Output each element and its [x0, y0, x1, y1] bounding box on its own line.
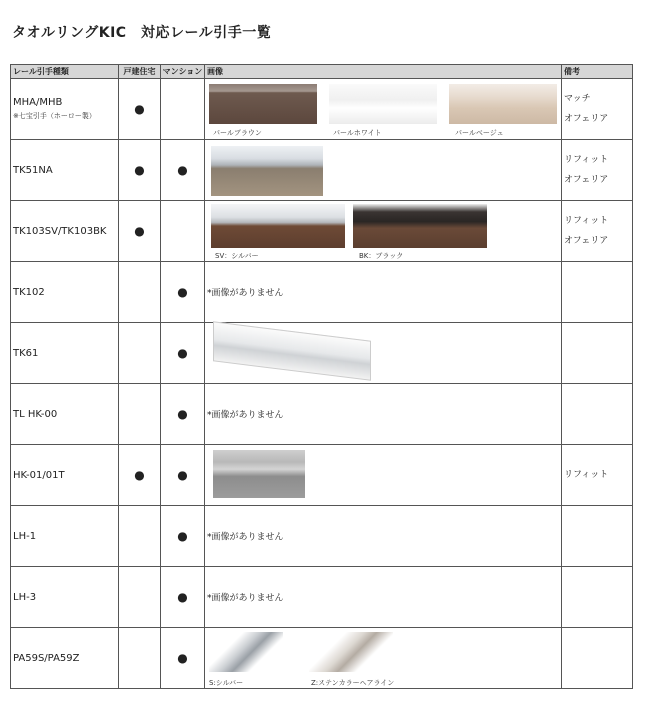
table-row — [11, 79, 633, 140]
no-image-text: *画像がありません — [207, 532, 284, 543]
table-header-row — [11, 65, 633, 79]
pearl-brown-photo — [209, 84, 317, 124]
mansion-mark — [161, 201, 205, 262]
note-line: リフィット — [564, 216, 609, 226]
row-name: TK103SV/TK103BK — [11, 201, 119, 262]
note-line: オフェリア — [564, 114, 609, 124]
header-image: 画像 — [205, 65, 562, 79]
caption: パールホワイト — [333, 129, 382, 137]
house-mark: ● — [119, 445, 161, 506]
note-cell — [562, 567, 633, 628]
house-mark — [119, 384, 161, 445]
mansion-mark: ● — [161, 384, 205, 445]
image-cell — [205, 323, 562, 384]
image-cell — [205, 262, 562, 323]
table-row — [11, 201, 633, 262]
mansion-mark: ● — [161, 628, 205, 689]
header-note: 備考 — [562, 65, 633, 79]
rail-handle-table — [10, 64, 633, 689]
row-name: HK-01/01T — [11, 445, 119, 506]
header-mansion: マンション — [161, 65, 205, 79]
row-name: LH-3 — [11, 567, 119, 628]
caption: BK：ブラック — [359, 252, 404, 260]
no-image-text: *画像がありません — [207, 410, 284, 421]
table-row — [11, 140, 633, 201]
house-mark — [119, 323, 161, 384]
image-cell — [205, 384, 562, 445]
table-row — [11, 323, 633, 384]
note-cell — [562, 323, 633, 384]
row-name-text: MHA/MHB — [13, 97, 63, 108]
note-line: オフェリア — [564, 236, 609, 246]
note-cell — [562, 79, 633, 140]
row-name: TL HK-00 — [11, 384, 119, 445]
image-cell — [205, 140, 562, 201]
table-row — [11, 567, 633, 628]
image-cell — [205, 201, 562, 262]
note-cell — [562, 201, 633, 262]
caption: パールベージュ — [455, 129, 504, 137]
caption: パールブラウン — [213, 129, 262, 137]
mansion-mark: ● — [161, 140, 205, 201]
image-cell — [205, 445, 562, 506]
note-cell — [562, 262, 633, 323]
image-cell — [205, 506, 562, 567]
mansion-mark: ● — [161, 445, 205, 506]
table-row — [11, 628, 633, 689]
caption: S:シルバー — [209, 679, 244, 687]
black-photo — [353, 204, 487, 248]
silver-photo — [211, 204, 345, 248]
row-name: TK51NA — [11, 140, 119, 201]
pa59z-photo — [309, 632, 393, 672]
row-name: LH-1 — [11, 506, 119, 567]
tk51na-photo — [211, 146, 323, 196]
tk61-photo — [213, 321, 371, 380]
pa59s-photo — [209, 632, 283, 672]
header-house: 戸建住宅 — [119, 65, 161, 79]
house-mark: ● — [119, 79, 161, 140]
header-type: レール引手種類 — [11, 65, 119, 79]
house-mark — [119, 567, 161, 628]
no-image-text: *画像がありません — [207, 288, 284, 299]
mansion-mark: ● — [161, 506, 205, 567]
note-line: リフィット — [564, 155, 609, 165]
note-cell — [562, 445, 633, 506]
table-row — [11, 506, 633, 567]
mansion-mark — [161, 79, 205, 140]
note-cell — [562, 506, 633, 567]
caption: Z:ステンカラーヘアライン — [311, 679, 395, 687]
caption: SV：シルバー — [215, 252, 259, 260]
note-line: マッチ — [564, 94, 591, 104]
mansion-mark: ● — [161, 567, 205, 628]
image-cell — [205, 628, 562, 689]
row-name: TK102 — [11, 262, 119, 323]
table-row — [11, 384, 633, 445]
house-mark: ● — [119, 201, 161, 262]
note-cell — [562, 140, 633, 201]
note-line: リフィット — [564, 470, 609, 480]
table-row — [11, 445, 633, 506]
mansion-mark: ● — [161, 323, 205, 384]
image-cell — [205, 79, 562, 140]
mansion-mark: ● — [161, 262, 205, 323]
row-name-sub: ※七宝引手（ホーロー製） — [13, 112, 96, 120]
house-mark — [119, 262, 161, 323]
pearl-white-photo — [329, 84, 437, 124]
house-mark — [119, 506, 161, 567]
house-mark — [119, 628, 161, 689]
row-name: PA59S/PA59Z — [11, 628, 119, 689]
page-title: タオルリングKIC 対応レール引手一覧 — [12, 25, 272, 41]
row-name: TK61 — [11, 323, 119, 384]
image-cell — [205, 567, 562, 628]
table-row — [11, 262, 633, 323]
house-mark: ● — [119, 140, 161, 201]
no-image-text: *画像がありません — [207, 593, 284, 604]
row-name — [11, 79, 119, 140]
pearl-beige-photo — [449, 84, 557, 124]
note-cell — [562, 384, 633, 445]
note-cell — [562, 628, 633, 689]
note-line: オフェリア — [564, 175, 609, 185]
hk01-photo — [213, 450, 305, 498]
